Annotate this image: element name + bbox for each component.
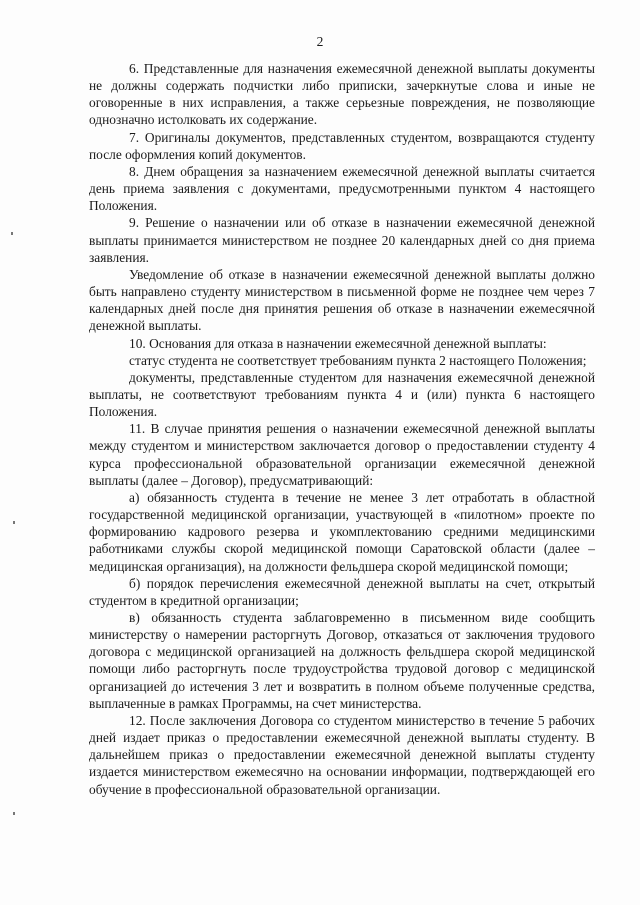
- paragraph-9: 9. Решение о назначении или об отказе в назначении ежемесячной денежной выплаты принимается министерством не позднее 20 календарных дней со дня приема заявления.: [89, 215, 595, 265]
- paragraph-8: 8. Днем обращения за назначением ежемесячной денежной выплаты считается день приема заявления с документами, предусмотренными пунктом 4 настоящего Положения.: [89, 163, 595, 214]
- scan-speck: [13, 521, 15, 524]
- paragraph-6: 6. Представленные для назначения ежемесячной денежной выплаты документы не должны содержать подчистки либо приписки, зачеркнутые слова и иные не оговоренные в них исправления, а также серьезные повреждения, не позволяющие однозначно истолковать их содержание.: [89, 61, 595, 128]
- paragraph-9-notice: Уведомление об отказе в назначении ежемесячной денежной выплаты должно быть направлено студенту министерством в письменной форме не позднее чем через 7 календарных дней после дня принятия решения об отказе в назначении ежемесячной денежной выплаты.: [89, 266, 595, 334]
- paragraph-12: 12. После заключения Договора со студентом министерство в течение 5 рабочих дней издает приказ о предоставлении ежемесячной денежной выплаты студенту. В дальнейшем приказ о предоставлении ежемесячной денежной выплаты студенту издается министерством ежемесячно на основании информации, подтверждающей его обучение в профессиональной образовательной организации.: [89, 712, 595, 797]
- paragraph-10-documents: документы, представленные студентом для назначения ежемесячной денежной выплаты, не соответствуют требованиям пункта 4 и (или) пункта 6 настоящего Положения.: [89, 369, 595, 420]
- paragraph-11-b: б) порядок перечисления ежемесячной денежной выплаты на счет, открытый студентом в кредитной организации;: [89, 575, 595, 608]
- paragraph-11: 11. В случае принятия решения о назначении ежемесячной денежной выплаты между студентом и министерством заключается договор о предоставлении студенту 4 курса профессиональной образовательной организации ежемесячной денежной выплаты (далее – Договор), предусматривающий:: [89, 421, 595, 488]
- paragraph-11-a: а) обязанность студента в течение не менее 3 лет отработать в областной государственной медицинской организации, участвующей в «пилотном» проекте по формированию кадрового резерва и укомплектованию средними медицинскими работниками службы скорой медицинской помощи Саратовской области (далее – медицинская организация), на должности фельдшера скорой медицинской помощи;: [89, 489, 595, 574]
- document-body: [89, 60, 595, 798]
- paragraph-10-status: статус студента не соответствует требованиям пункта 2 настоящего Положения;: [129, 352, 587, 368]
- scan-speck: [13, 812, 15, 815]
- paragraph-11-v: в) обязанность студента заблаговременно в письменном виде сообщить министерству о намерении расторгнуть Договор, отказаться от заключения трудового договора с медицинской организацией на должность фельдшера скорой медицинской помощи либо расторгнуть после трудоустройства трудовой договор с медицинской организацией до истечения 3 лет и возвратить в полном объеме полученные средства, выплаченные в рамках Программы, на счет министерства.: [89, 610, 595, 711]
- paragraph-10: 10. Основания для отказа в назначении ежемесячной денежной выплаты:: [129, 335, 547, 351]
- page-number: 2: [316, 34, 324, 49]
- paragraph-7: 7. Оригиналы документов, представленных студентом, возвращаются студенту после оформления копий документов.: [89, 129, 595, 162]
- scan-speck: [11, 232, 13, 235]
